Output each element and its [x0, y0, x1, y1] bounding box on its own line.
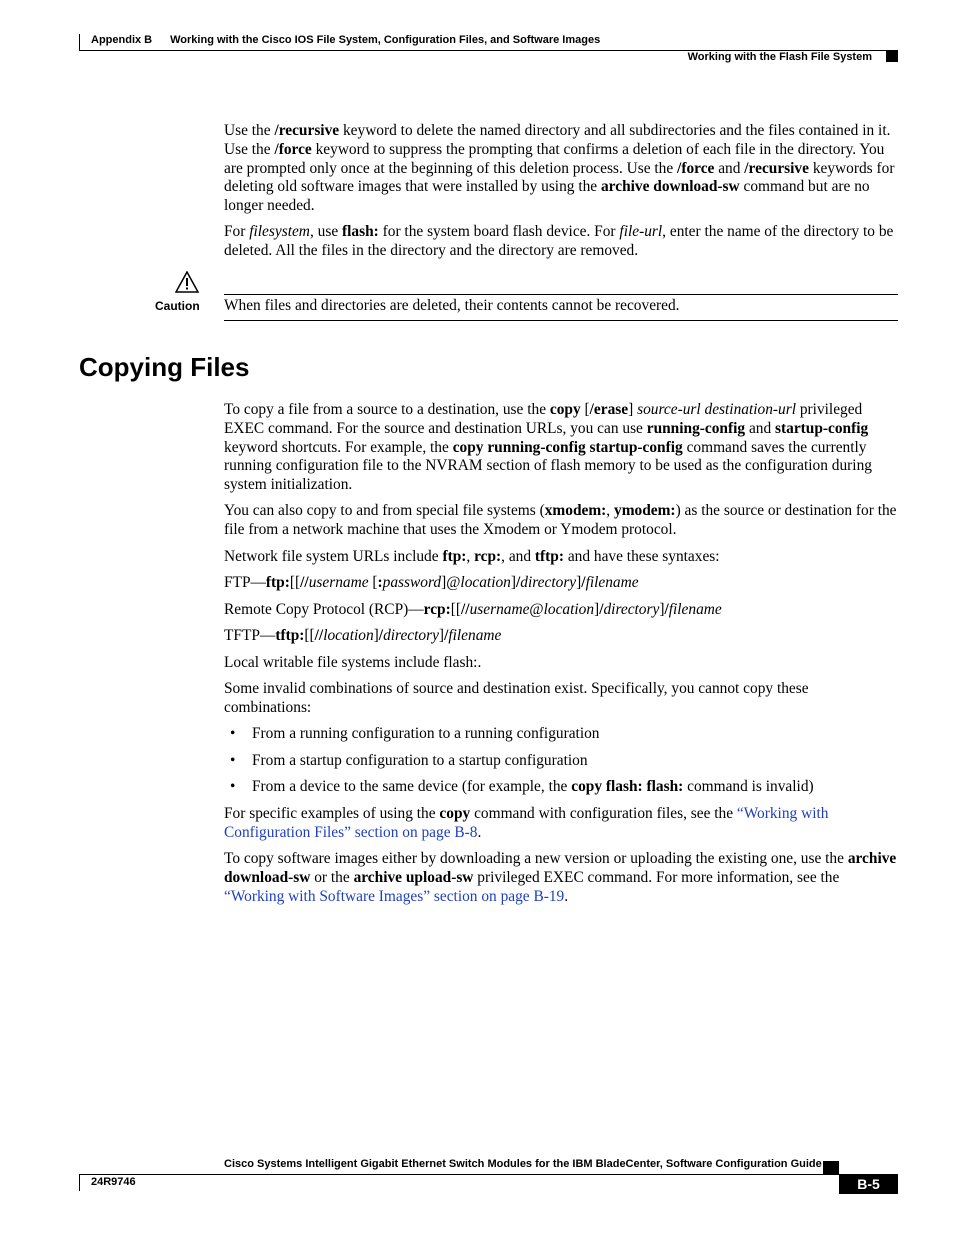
- text: command with configuration files, see the: [470, 805, 737, 822]
- caution-rule-top: [224, 294, 898, 295]
- keyword: copy: [549, 401, 581, 418]
- text: [[: [450, 601, 461, 618]
- text: You can also copy to and from special file systems (: [224, 502, 545, 519]
- list-item: [252, 778, 814, 797]
- text: ]: [576, 574, 582, 591]
- text: To copy a file from a source to a destination, use the: [224, 401, 550, 418]
- argument: location: [323, 627, 374, 644]
- text: [: [368, 574, 378, 591]
- keyword: tftp:: [275, 627, 305, 644]
- text: Remote Copy Protocol (RCP)—: [224, 601, 424, 618]
- text: command is invalid): [683, 778, 814, 795]
- text: From a device to the same device (for example, the: [252, 778, 572, 795]
- keyword: startup-config: [775, 419, 869, 437]
- text: keywords for deleting old software images that were installed by using the: [224, 159, 895, 196]
- text: for the system board flash device. For: [378, 223, 620, 240]
- argument: location: [460, 574, 511, 591]
- bullet-marker: •: [230, 778, 236, 795]
- text: ]: [594, 601, 600, 618]
- link-working-with-config-files[interactable]: “Working with Configuration Files” section on page B-8: [224, 805, 829, 841]
- bullet-marker: •: [230, 752, 236, 769]
- text: ]@: [441, 574, 461, 591]
- text: Network file system URLs include: [224, 548, 443, 565]
- keyword: /force: [677, 159, 715, 177]
- section-heading: Copying Files: [79, 352, 250, 382]
- text: ]: [628, 401, 638, 418]
- syntax-tftp: [224, 627, 898, 646]
- text: FTP—: [224, 574, 266, 591]
- argument: directory: [383, 627, 439, 644]
- warning-triangle-icon: [175, 271, 199, 293]
- paragraph-software-images: [224, 850, 898, 906]
- footer-marker: [823, 1161, 839, 1174]
- text: and: [745, 419, 776, 437]
- argument: source-url destination-url: [637, 401, 796, 418]
- list-item: From a startup configuration to a startup configuration: [252, 752, 588, 769]
- keyword: //: [300, 574, 309, 591]
- link-working-with-software-images[interactable]: “Working with Software Images” section on page B-19: [224, 887, 565, 905]
- text: command but are no longer needed.: [224, 178, 870, 215]
- argument: username: [308, 574, 369, 591]
- text: , use: [309, 223, 342, 240]
- keyword: /: [599, 601, 604, 618]
- keyword: ftp:: [265, 574, 290, 591]
- text: ]: [438, 627, 445, 644]
- text: To copy software images either by downloading a new version or uploading the existing one, use the: [224, 850, 848, 867]
- argument: filename: [668, 601, 722, 618]
- keyword: ymodem:: [614, 502, 676, 519]
- footer-rule: [79, 1174, 839, 1175]
- argument: directory: [520, 574, 577, 591]
- header-marker: [886, 51, 898, 62]
- text: For specific examples of using the: [224, 805, 440, 822]
- argument: filename: [448, 627, 502, 644]
- keyword: tftp:: [534, 548, 564, 565]
- text: , enter the name of the directory to be deleted. All the files in the directory and the directory are removed.: [224, 223, 894, 259]
- keyword: /recursive: [744, 159, 809, 177]
- argument: username: [469, 601, 530, 618]
- keyword: rcp:: [474, 548, 502, 565]
- keyword: /recursive: [274, 122, 340, 139]
- paragraph-invalid-combinations: Some invalid combinations of source and destination exist. Specifically, you cannot copy these combinations:: [224, 680, 809, 716]
- footer-doc-number: 24R9746: [91, 1176, 136, 1188]
- keyword: //: [314, 627, 324, 644]
- page-number: B-5: [839, 1174, 898, 1194]
- keyword: copy flash: flash:: [571, 778, 684, 795]
- text: or the: [310, 868, 354, 886]
- text: [[: [304, 627, 315, 644]
- keyword: /: [444, 627, 449, 644]
- keyword: rcp:: [423, 601, 451, 618]
- text: command saves the currently running configuration file to the NVRAM section of flash memory to be used as the configuration during system initialization.: [224, 438, 872, 494]
- header-section-title: Working with the Flash File System: [687, 51, 872, 63]
- text: .: [564, 887, 569, 905]
- bullet-marker: •: [230, 725, 236, 742]
- text: ,: [466, 548, 475, 565]
- text: and have these syntaxes:: [563, 548, 720, 565]
- keyword: //: [461, 601, 470, 618]
- keyword: copy: [439, 805, 471, 822]
- header-chapter-title: Working with the Cisco IOS File System, Configuration Files, and Software Images: [170, 34, 601, 46]
- argument: directory: [603, 601, 660, 618]
- header-left-bar: [79, 34, 80, 51]
- text: keyword shortcuts. For example, the: [224, 438, 453, 456]
- keyword: running-config: [646, 419, 746, 437]
- paragraph-recursive: [224, 122, 898, 216]
- text: privileged EXEC command. For the source and destination URLs, you can use: [224, 401, 863, 437]
- keyword: /: [664, 601, 669, 618]
- footer-title: Cisco Systems Intelligent Gigabit Ethernet Switch Modules for the IBM BladeCenter, Software Configuration Guide: [224, 1158, 822, 1170]
- keyword: xmodem:: [544, 502, 607, 519]
- syntax-rcp: [224, 601, 898, 620]
- header-appendix: Appendix B: [91, 34, 153, 46]
- paragraph-config-examples: [224, 805, 898, 843]
- syntax-ftp: [224, 574, 898, 593]
- argument: filename: [585, 574, 639, 591]
- keyword: /force: [274, 140, 312, 158]
- text: [: [580, 401, 590, 418]
- keyword: /: [581, 574, 586, 591]
- argument: password: [382, 574, 442, 591]
- text: privileged EXEC command. For more information, see the: [473, 868, 840, 886]
- argument: location: [543, 601, 595, 618]
- argument: file-url: [619, 223, 663, 240]
- text: keyword to suppress the prompting that confirms a deletion of each file in the directory. You are prompted only once at the beginning of this deletion process. Use the: [224, 140, 885, 177]
- keyword: archive upload-sw: [353, 868, 474, 886]
- keyword: flash:: [342, 223, 379, 240]
- paragraph-local-writable: Local writable file systems include flash:.: [224, 654, 482, 671]
- argument: filesystem: [249, 223, 310, 240]
- text: , and: [501, 548, 535, 565]
- header-chapter: [91, 34, 600, 46]
- keyword: archive download-sw: [224, 850, 897, 886]
- text: ) as the source or destination for the file from a network machine that uses the Xmodem or Ymodem protocol.: [224, 502, 897, 538]
- keyword: /: [516, 574, 521, 591]
- caution-rule-bottom: [224, 320, 898, 321]
- text: and: [714, 159, 745, 177]
- keyword: archive download-sw: [600, 178, 740, 196]
- keyword: copy running-config startup-config: [452, 438, 683, 456]
- text: ,: [606, 502, 614, 519]
- text: ]: [659, 601, 665, 618]
- paragraph-xmodem: [224, 502, 898, 540]
- keyword: /erase: [589, 401, 629, 418]
- text: TFTP—: [224, 627, 276, 644]
- footer-left-bar: [79, 1174, 80, 1191]
- text: Use the: [224, 122, 275, 139]
- text: [[: [289, 574, 301, 591]
- text: For: [224, 223, 250, 240]
- caution-label: Caution: [155, 299, 200, 313]
- paragraph-network-urls: [224, 548, 898, 567]
- keyword: :: [377, 574, 383, 591]
- text: ]: [373, 627, 379, 644]
- text: keyword to delete the named directory and all subdirectories and the files contained in it. Use the: [224, 122, 891, 158]
- list-item: From a running configuration to a running configuration: [252, 725, 600, 742]
- text: @: [529, 601, 544, 618]
- caution-text: When files and directories are deleted, their contents cannot be recovered.: [224, 297, 680, 314]
- text: .: [477, 823, 482, 841]
- keyword: /: [378, 627, 384, 644]
- paragraph-filesystem: [224, 223, 898, 261]
- text: ]: [510, 574, 517, 591]
- paragraph-copy-command: [224, 401, 898, 495]
- keyword: ftp:: [442, 548, 467, 565]
